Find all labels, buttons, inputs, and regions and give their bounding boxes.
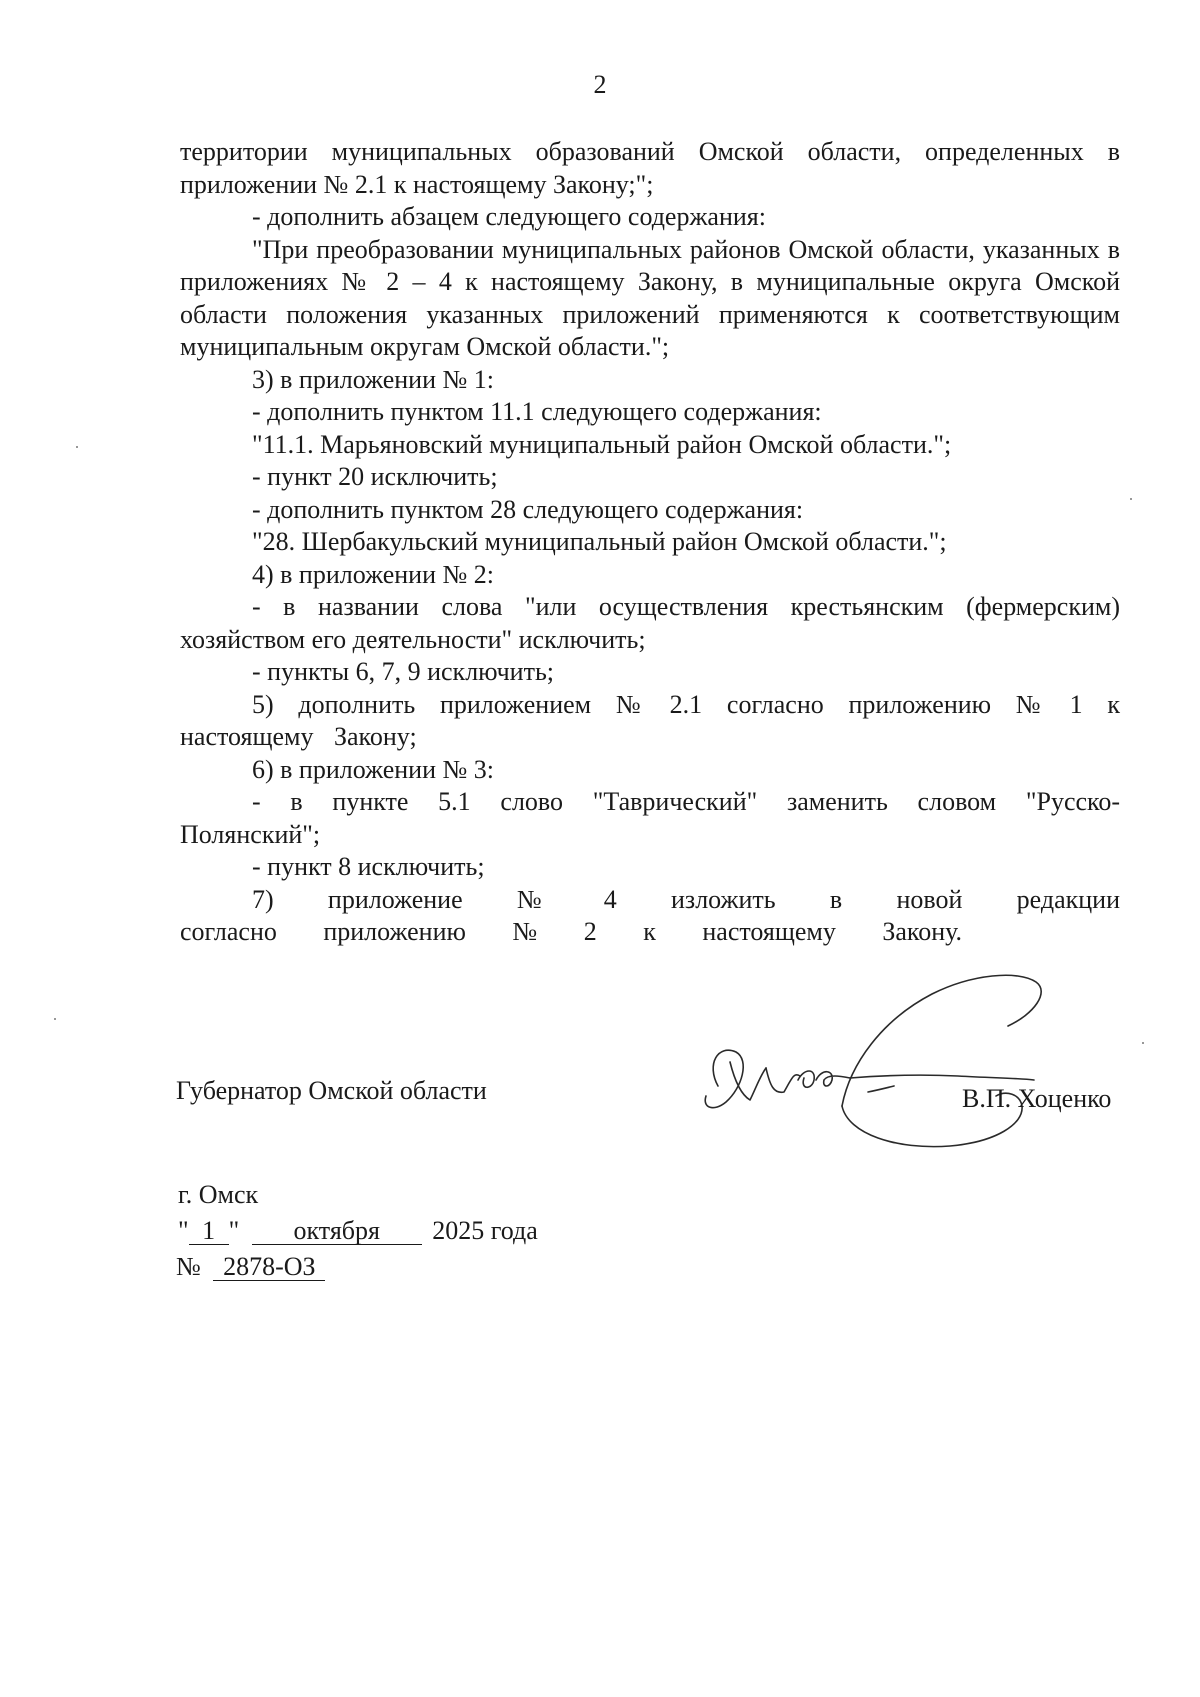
paragraph-add-28: - дополнить пунктом 28 следующего содержания: xyxy=(252,494,804,524)
number-value: 2878-ОЗ xyxy=(213,1254,325,1281)
paragraph-item-7: 7) приложение № 4 изложить в новой редакции согласно приложению № 2 к настоящему Закону. xyxy=(180,884,1120,946)
number-prefix: № xyxy=(176,1252,201,1281)
scan-speck xyxy=(76,446,78,448)
date-day: 1 xyxy=(189,1218,229,1245)
paragraph-item-5: 5) дополнить приложением № 2.1 согласно приложению № 1 к настоящему Закону; xyxy=(180,689,1120,751)
handwritten-signature xyxy=(700,968,1160,1180)
paragraph-title-change: - в названии слова "или осуществления крестьянским (фермерским) хозяйством его деятельности" исключить; xyxy=(180,592,1120,654)
law-number xyxy=(176,1252,325,1282)
date-month: октября xyxy=(252,1218,422,1245)
paragraph-item-6: 6) в приложении № 3: xyxy=(252,754,495,784)
paragraph-28-text: "28. Шербакульский муниципальный район Омской области."; xyxy=(252,527,947,556)
signing-date xyxy=(178,1216,538,1246)
paragraph-11-1-text: "11.1. Марьяновский муниципальный район Омской области."; xyxy=(252,429,952,459)
paragraph-quoted-text: "При преобразовании муниципальных районов Омской области, указанных в приложениях № 2 – 4 к настоящему Закону, в муниципальные округа Омской области положения указанных приложений применяются к соответствующим муниципальным округам Омской области."; xyxy=(180,234,1120,361)
date-quote-open: " xyxy=(178,1216,189,1245)
governor-title: Губернатор Омской области xyxy=(176,1076,487,1105)
scan-speck xyxy=(1130,498,1132,500)
law-body-text xyxy=(180,136,1120,949)
city-line: г. Омск xyxy=(178,1180,259,1209)
paragraph-replace-word: - в пункте 5.1 слово "Таврический" заменить словом "Русско-Полянский"; xyxy=(180,787,1120,849)
paragraph-item-3: 3) в приложении № 1: xyxy=(252,364,495,394)
page-number: 2 xyxy=(593,70,607,99)
governor-name: В.П. Хоценко xyxy=(962,1084,1112,1113)
paragraph-continuation-line: территории муниципальных образований Омской области, определенных в xyxy=(180,137,1120,166)
paragraph-item-4: 4) в приложении № 2: xyxy=(252,559,495,589)
date-year: 2025 года xyxy=(432,1216,538,1245)
paragraph-add-abzac: - дополнить абзацем следующего содержания: xyxy=(252,202,766,231)
paragraph-continuation-end: приложении № 2.1 к настоящему Закону;"; xyxy=(180,169,654,199)
date-quote-close: " xyxy=(228,1216,240,1245)
paragraph-add-11-1: - дополнить пунктом 11.1 следующего содержания: xyxy=(252,397,822,426)
scan-speck xyxy=(54,1018,56,1020)
paragraph-exclude-20: - пункт 20 исключить; xyxy=(252,462,498,491)
paragraph-exclude-8: - пункт 8 исключить; xyxy=(252,852,485,881)
scan-speck xyxy=(1142,1042,1144,1044)
paragraph-exclude-6-7-9: - пункты 6, 7, 9 исключить; xyxy=(252,657,555,686)
